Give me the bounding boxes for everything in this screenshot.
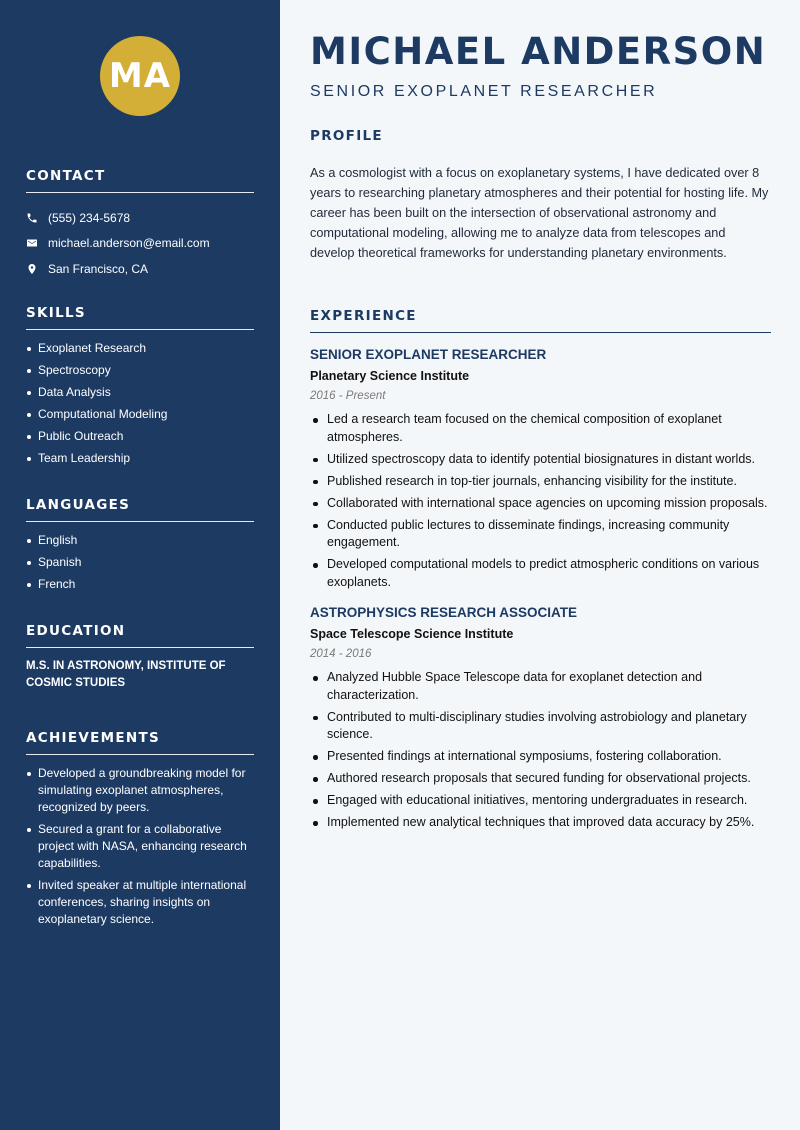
profile-text: As a cosmologist with a focus on exoplanetary systems, I have dedicated over 8 years to researching planetary atmospheres and their potential for hosting life. My career has been built on the intersection of observational astronomy and computational modeling, allowing me to analyze data from telescopes and develop theoretical frameworks for understanding planetary environments. xyxy=(310,166,769,260)
list-item: French xyxy=(26,576,254,593)
list-item: Invited speaker at multiple international conferences, sharing insights on exoplanetary science. xyxy=(26,877,254,928)
list-item: Contributed to multi-disciplinary studies involving astrobiology and planetary science. xyxy=(310,709,771,744)
contact-phone xyxy=(26,205,254,231)
contact-email xyxy=(26,231,254,257)
achievements-list xyxy=(26,765,254,928)
job-entry xyxy=(310,347,771,591)
list-item: Utilized spectroscopy data to identify potential biosignatures in distant worlds. xyxy=(310,451,771,469)
mail-icon xyxy=(26,237,38,249)
job-dates: 2014 - 2016 xyxy=(310,648,372,660)
list-item: Presented findings at international symposiums, fostering collaboration. xyxy=(310,748,771,766)
languages-section xyxy=(26,497,254,598)
list-item: English xyxy=(26,532,254,549)
phone-text[interactable]: (555) 234-5678 xyxy=(48,210,131,225)
avatar-initials: MA xyxy=(108,56,172,96)
list-item: Computational Modeling xyxy=(26,406,254,423)
achievements-section xyxy=(26,730,254,933)
experience-section xyxy=(310,308,771,836)
profile-title: PROFILE xyxy=(310,128,383,144)
list-item: Authored research proposals that secured funding for observational projects. xyxy=(310,770,771,788)
job-duties xyxy=(310,411,771,591)
candidate-name: MICHAEL ANDERSON xyxy=(310,30,767,73)
experience-title: EXPERIENCE xyxy=(310,308,771,333)
list-item: Data Analysis xyxy=(26,384,254,401)
job-duties xyxy=(310,669,771,832)
list-item: Conducted public lectures to disseminate findings, increasing community engagement. xyxy=(310,517,771,552)
job-title: SENIOR EXOPLANET RESEARCHER xyxy=(310,347,547,362)
achievements-title: ACHIEVEMENTS xyxy=(26,730,254,755)
languages-title: LANGUAGES xyxy=(26,497,254,522)
contact-section xyxy=(26,168,254,282)
list-item: Team Leadership xyxy=(26,450,254,467)
job-company: Space Telescope Science Institute xyxy=(310,627,514,641)
phone-icon xyxy=(26,212,38,224)
email-text[interactable]: michael.anderson@email.com xyxy=(48,236,210,251)
list-item: Analyzed Hubble Space Telescope data for exoplanet detection and characterization. xyxy=(310,669,771,704)
skills-list xyxy=(26,340,254,467)
sidebar xyxy=(0,0,280,1130)
list-item: Collaborated with international space agencies on upcoming mission proposals. xyxy=(310,495,771,513)
list-item: Published research in top-tier journals, enhancing visibility for the institute. xyxy=(310,473,771,491)
list-item: Engaged with educational initiatives, mentoring undergraduates in research. xyxy=(310,792,771,810)
list-item: Spectroscopy xyxy=(26,362,254,379)
location-text: San Francisco, CA xyxy=(48,261,149,276)
contact-title: CONTACT xyxy=(26,168,254,193)
list-item: Led a research team focused on the chemical composition of exoplanet atmospheres. xyxy=(310,411,771,446)
education-section xyxy=(26,623,254,692)
contact-list xyxy=(26,205,254,282)
profile-section xyxy=(310,128,771,263)
candidate-role: SENIOR EXOPLANET RESEARCHER xyxy=(310,83,658,100)
education-degree: M.S. IN ASTRONOMY, INSTITUTE OF COSMIC STUDIES xyxy=(26,660,226,689)
list-item: Developed computational models to predict atmospheric conditions on various exoplanets. xyxy=(310,556,771,591)
job-company: Planetary Science Institute xyxy=(310,369,470,383)
education-title: EDUCATION xyxy=(26,623,254,648)
avatar xyxy=(100,36,180,116)
job-entry xyxy=(310,605,771,832)
job-title: ASTROPHYSICS RESEARCH ASSOCIATE xyxy=(310,605,578,620)
list-item: Public Outreach xyxy=(26,428,254,445)
job-dates: 2016 - Present xyxy=(310,390,386,402)
location-pin-icon xyxy=(26,263,38,275)
skills-title: SKILLS xyxy=(26,305,254,330)
list-item: Secured a grant for a collaborative project with NASA, enhancing research capabilities. xyxy=(26,821,254,872)
list-item: Exoplanet Research xyxy=(26,340,254,357)
list-item: Developed a groundbreaking model for simulating exoplanet atmospheres, recognized by peers. xyxy=(26,765,254,816)
list-item: Implemented new analytical techniques that improved data accuracy by 25%. xyxy=(310,814,771,832)
contact-location xyxy=(26,256,254,282)
languages-list xyxy=(26,532,254,593)
list-item: Spanish xyxy=(26,554,254,571)
skills-section xyxy=(26,305,254,472)
